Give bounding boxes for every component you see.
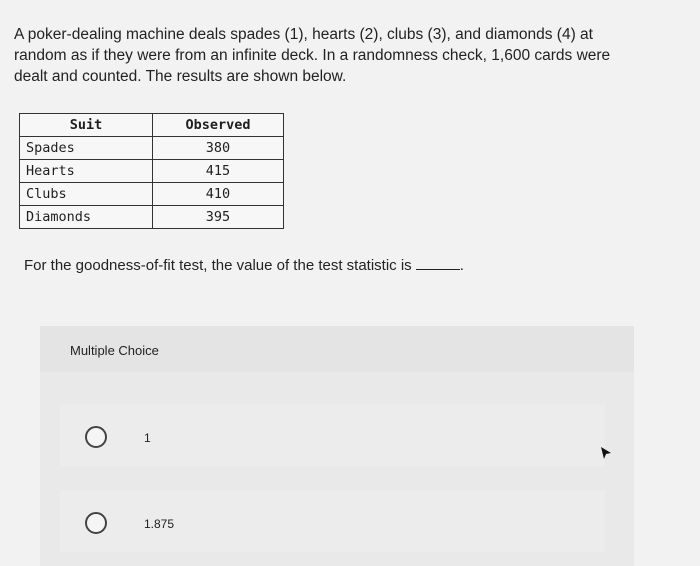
observed-cell: 415 [153,160,284,183]
column-header-observed: Observed [153,114,284,137]
suit-cell: Clubs [20,183,153,206]
mouse-cursor-icon [600,446,612,460]
choice-option-2[interactable] [60,490,605,552]
multiple-choice-label: Multiple Choice [70,343,159,358]
question-prompt [24,257,464,274]
radio-button[interactable] [85,512,107,534]
question-line-2: random as if they were from an infinite deck. In a randomness check, 1,600 cards were [14,47,611,64]
table-row [20,183,284,206]
question-line-3: dealt and counted. The results are shown below. [14,68,347,85]
observed-cell: 380 [153,137,284,160]
prompt-text: For the goodness-of-fit test, the value of the test statistic is [24,257,412,274]
multiple-choice-panel [40,326,634,566]
table-row [20,206,284,229]
radio-button[interactable] [85,426,107,448]
observed-counts-table [19,113,284,229]
choice-option-1[interactable] [60,404,605,466]
observed-cell: 410 [153,183,284,206]
choice-label: 1.875 [144,517,175,531]
multiple-choice-header [40,326,634,372]
table-header-row [20,114,284,137]
table-row [20,160,284,183]
answer-blank [416,257,460,270]
observed-cell: 395 [153,206,284,229]
suit-cell: Diamonds [20,206,153,229]
suit-cell: Hearts [20,160,153,183]
question-text [14,24,654,87]
prompt-end: . [459,257,464,274]
table-row [20,137,284,160]
suit-cell: Spades [20,137,153,160]
column-header-suit: Suit [20,114,153,137]
choice-label: 1 [144,431,151,445]
question-line-1: A poker-dealing machine deals spades (1), hearts (2), clubs (3), and diamonds (4) at [14,26,593,43]
